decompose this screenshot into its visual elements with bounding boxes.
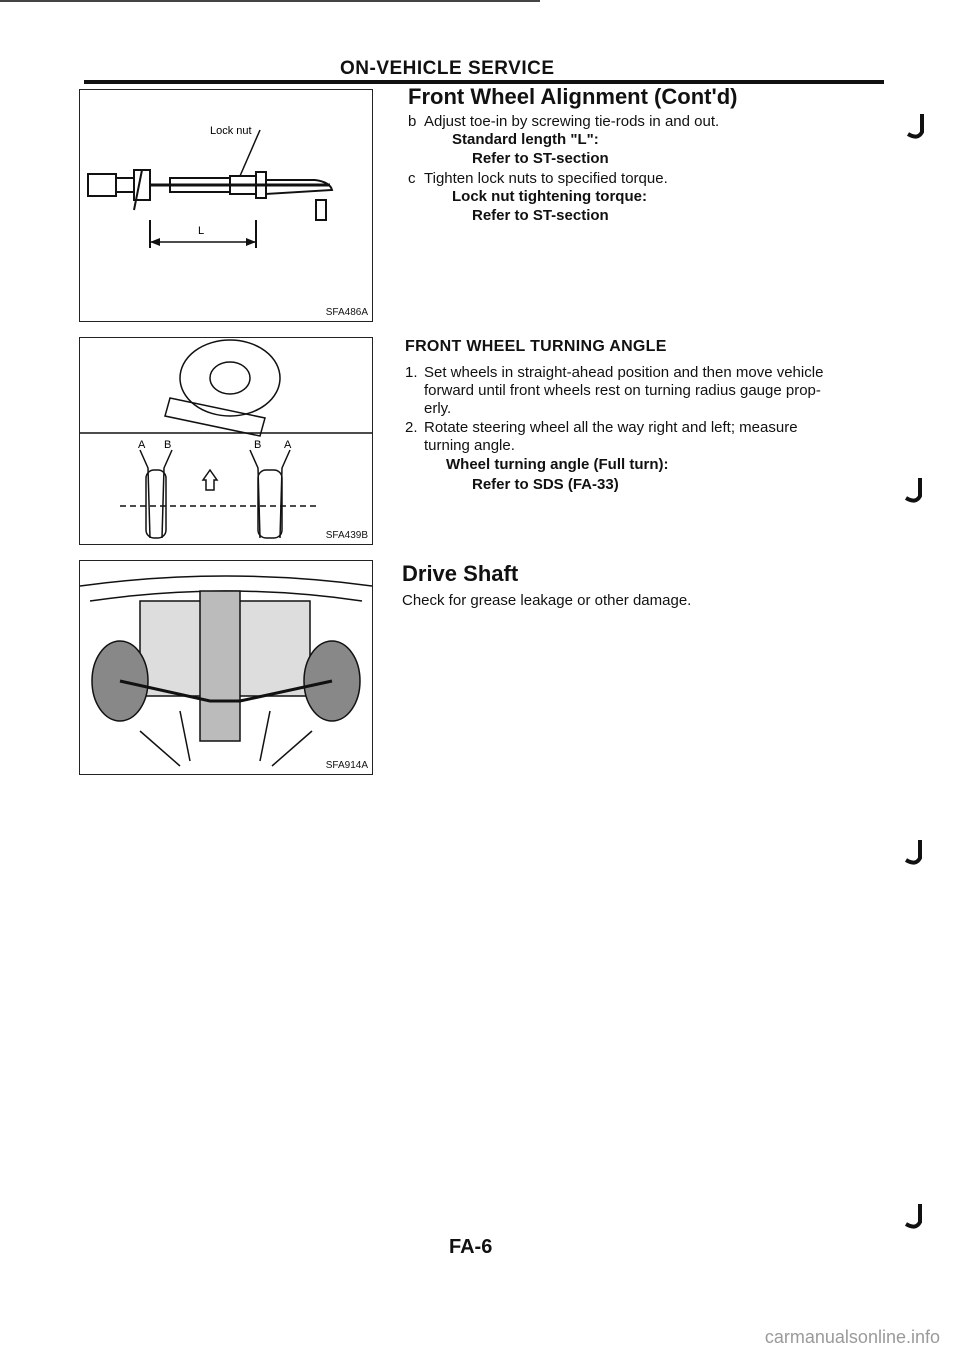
step-2-line2: turning angle. [424, 437, 515, 454]
step-b-text: Adjust toe-in by screwing tie-rods in and out. [424, 113, 720, 130]
tie-rod-illustration [80, 90, 372, 321]
page-header: ON-VEHICLE SERVICE [340, 58, 555, 79]
standard-length-label: Standard length "L": [452, 131, 599, 148]
step-1-line1: Set wheels in straight-ahead position and then move vehicle [424, 364, 824, 381]
section-title-turning-angle: FRONT WHEEL TURNING ANGLE [405, 338, 667, 355]
section-title-front-wheel-alignment: Front Wheel Alignment (Cont'd) [408, 84, 738, 109]
figure-code: SFA486A [325, 307, 368, 318]
check-mark-icon [898, 476, 928, 506]
figure-code: SFA439B [325, 530, 368, 541]
label-length-l: L [198, 225, 205, 237]
page-number: FA-6 [449, 1236, 493, 1258]
turning-angle-value: Refer to SDS (FA-33) [472, 476, 619, 493]
undercarriage-illustration [80, 561, 372, 774]
figure-code: SFA914A [325, 760, 368, 771]
check-mark-icon [900, 112, 930, 142]
step-c-text: Tighten lock nuts to specified torque. [424, 170, 668, 187]
step-1-number: 1. [405, 364, 418, 381]
label-a-right: A [284, 439, 292, 451]
turning-gauge-illustration [80, 338, 372, 544]
figure-tie-rod [79, 89, 373, 322]
check-mark-icon [898, 838, 928, 868]
label-lock-nut: Lock nut [210, 125, 252, 137]
step-2-line1: Rotate steering wheel all the way right and left; measure [424, 419, 798, 436]
top-edge-line [0, 0, 540, 2]
turning-angle-label: Wheel turning angle (Full turn): [446, 456, 669, 473]
step-c-letter: c [408, 170, 416, 187]
torque-label: Lock nut tightening torque: [452, 188, 647, 205]
label-b-right: B [254, 439, 262, 451]
label-a-left: A [138, 439, 146, 451]
step-b-letter: b [408, 113, 417, 130]
section-title-drive-shaft: Drive Shaft [402, 561, 519, 586]
figure-turning-gauge [79, 337, 373, 545]
figure-undercarriage [79, 560, 373, 775]
check-mark-icon [898, 1202, 928, 1232]
torque-value: Refer to ST-section [472, 207, 609, 224]
step-1-line3: erly. [424, 400, 452, 417]
step-2-number: 2. [405, 419, 418, 436]
watermark: carmanualsonline.info [764, 1327, 940, 1347]
step-1-line2: forward until front wheels rest on turning radius gauge prop- [424, 382, 821, 399]
standard-length-value: Refer to ST-section [472, 150, 609, 167]
label-b-left: B [164, 439, 172, 451]
drive-shaft-text: Check for grease leakage or other damage. [402, 592, 692, 609]
